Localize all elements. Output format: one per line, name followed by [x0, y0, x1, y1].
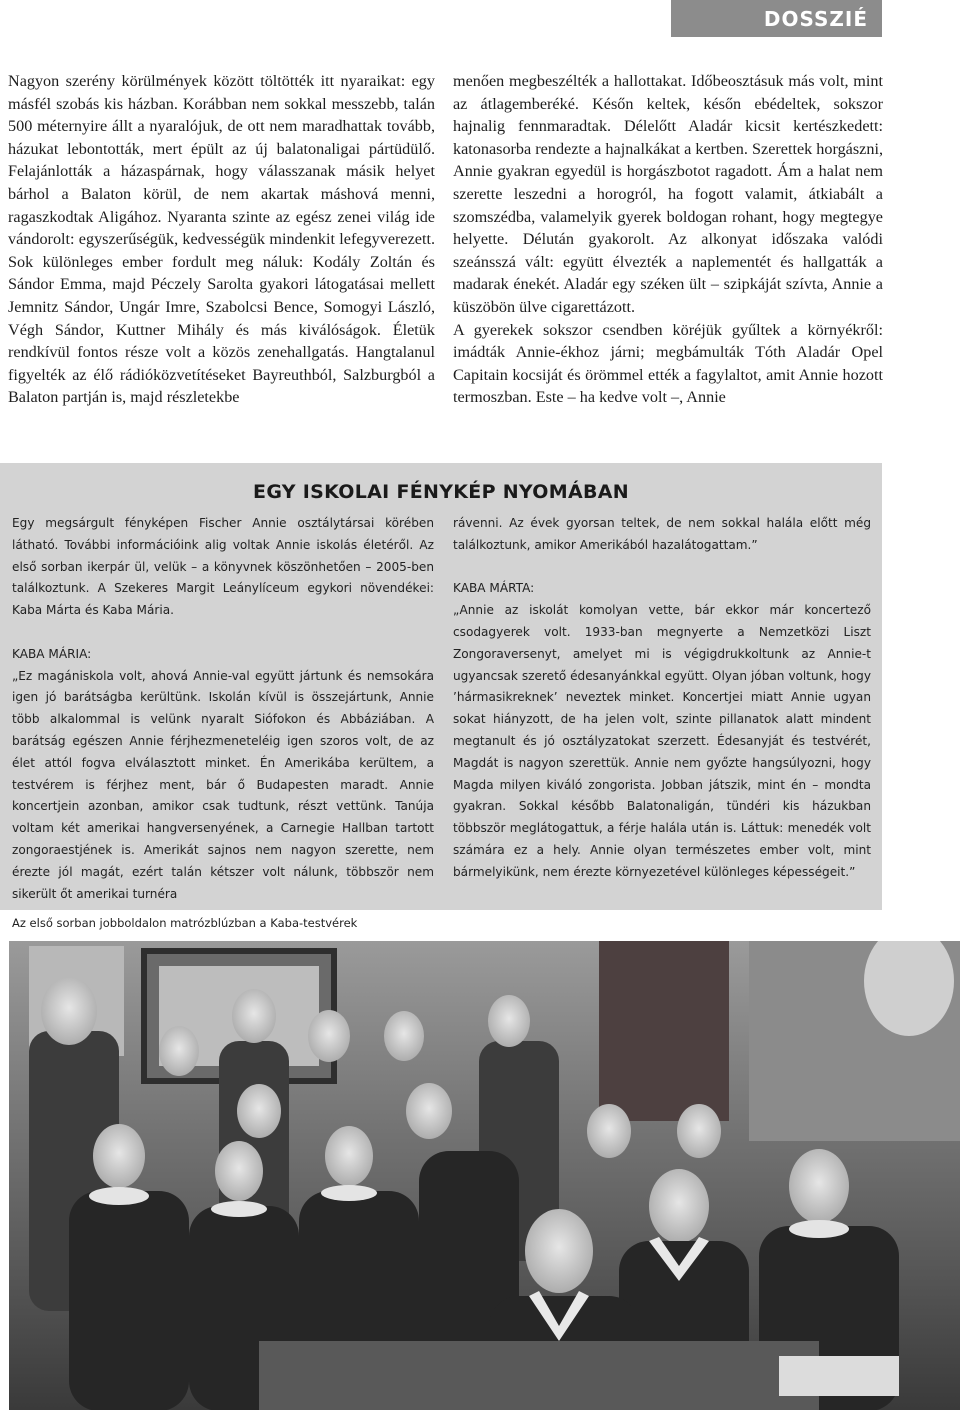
article-paragraph: A gyerekek sokszor csendben köréjük gyűltek a környékről: imádták Annie-ékhoz járni; megbámulták Tóth Aladár Opel Capitain kocsiját és örömmel ették a fagylaltot, amit Annie hozott termoszban. Este – ha kedve volt –, Annie — [453, 320, 883, 407]
quote-text: „Annie az iskolát komolyan vette, bár ekkor már koncertező csodagyerek volt. 1933-ban megnyerte a Nemzetközi Liszt Zongoraversenyt, amelyet mi is végigdrukkoltunk az Annie-t ugyancsak szerető édesanyánkkal együtt. Olyan jóban voltunk, hogy ’hármasikreknek’ neveztek minket. Koncertjei miatt Annie ugyan sokat hiányzott, de ha jelen volt, szinte pillanatok alatt mindent megtanult és jó osztályzatokat szerzett. Édesanyját és testvérét, Magdát is nagyon szerettük. Annie nem győzte hangsúlyozni, hogy Magda milyen kiváló zongorista. Jobban játszik, mint én – mondta gyakran. Sokkal később Balatonaligán, tündéri kis házukban többször meglátogattuk, a férje halála után is. Láttuk: menedék volt számára ez a hely. Annie olyan természetes ember volt, mint bármelyikünk, nem érezte környezetével különleges képességeit.” — [453, 603, 871, 879]
article-left-column — [8, 70, 435, 409]
article-right-column — [453, 70, 883, 409]
class-photo — [9, 941, 960, 1410]
sidebar-right-column — [453, 513, 871, 884]
speaker-label: KABA MÁRIA: — [12, 646, 92, 661]
article-paragraph: menően megbeszélték a hallottakat. Időbeosztásuk más volt, mint az átlagemberéké. Későn keltek, későn ebédeltek, sokszor hajnalig fennmaradtak. Délelőtt Aladár kicsit kertészkedett: katonasorba rendezte a hajnalkákat a kertben. Szerettek horgászni, Annie gyakran egyedül is horgászbotot ragadott. Ám a halat nem szerette leszedni a horogról, ha fogott valamit, átkiabált a szomszédba, valamelyik gyerek boldogan rohant, hogy megtegye helyette. Délután gyakorolt. Az alkonyat időszaka valódi szeánsszá vált: együtt élvezték a naplementét és hallgatták a madarak énekét. Aladár egy széken ült – szipkáját szívta, Annie a küszöbön ülve cigarettázott. — [453, 72, 883, 316]
sidebar-left-column — [12, 513, 434, 905]
class-photo-image — [9, 941, 960, 1410]
sidebar-title: EGY ISKOLAI FÉNYKÉP NYOMÁBAN — [253, 481, 629, 503]
quote-text: „Ez magániskola volt, ahová Annie-val együtt jártunk és nemsokára igen jó barátságba kerültünk. Iskolán kívül is összejártunk, Annie több alkalommal is velünk nyaralt Siófokon és Abbáziában. A barátság egészen Annie férjhezmeneteléig igen szoros volt, de az élet attól fogva elválasztott minket. Én Amerikába kerültem, a testvérem is férjhez ment, bár ő Budapesten maradt. Annie koncertjein azonban, amikor csak tudtunk, részt vettünk. Tanúja voltam két amerikai hangversenyének, a Carnegie Hallban tartott zongoraestjének is. Amerikát sajnos nem nagyon szerette, nem érezte jól magát, ezért talán kétszer volt nálunk, többször nem sikerült őt amerikai turnéra — [12, 668, 434, 901]
sidebar-box — [0, 463, 882, 910]
section-tag: DOSSZIÉ — [671, 0, 882, 37]
quote-text: rávenni. Az évek gyorsan teltek, de nem sokkal halála előtt még találkoztunk, amikor Amerikából hazalátogattam.” — [453, 516, 871, 552]
article-paragraph: Nagyon szerény körülmények között töltötték itt nyaraikat: egy másfél szobás kis házban. Korábban nem sokkal messzebb, talán 500 méternyire állt a nyaralójuk, de ott nem maradhattak tovább, házukat lebontották, mert épült az új balatonaligai pártüdülő. Felajánlották a házaspárnak, hogy válasszanak másik helyet bárhol a Balaton körül, de nem akartak máshová menni, ragaszkodtak Aligához. Nyaranta szinte az egész zenei világ ide vándorolt: egyszerűségük, kedvességük mindenkit lefegyverezett. Sok különleges ember fordult meg náluk: Kodály Zoltán és Sándor Emma, majd Péczely Sarolta gyakori látogatásai mellett Jemnitz Sándor, Ungár Imre, Szabolcsi Bence, Somogyi László, Végh Sándor, Kuttner Mihály és más kiválóságok. Életük rendkívül fontos része volt a közös zenehallgatás. Hangtalanul figyelték az élő rádióközvetítéseket Bayreuthból, Salzburgból a Balaton partján is, majd részletekbe — [8, 72, 435, 407]
photo-caption: Az első sorban jobboldalon matrózblúzban a Kaba-testvérek — [12, 916, 358, 930]
speaker-label: KABA MÁRTA: — [453, 581, 535, 596]
sidebar-intro: Egy megsárgult fényképen Fischer Annie osztálytársai körében látható. További információink alig voltak Annie iskolás életéről. Az első sorban ikerpár ül, velük – a könyvnek köszönhetően – 2005-ben találkoztunk. A Szekeres Margit Leánylíceum egykori növendékei: Kaba Márta és Kaba Mária. — [12, 516, 434, 618]
